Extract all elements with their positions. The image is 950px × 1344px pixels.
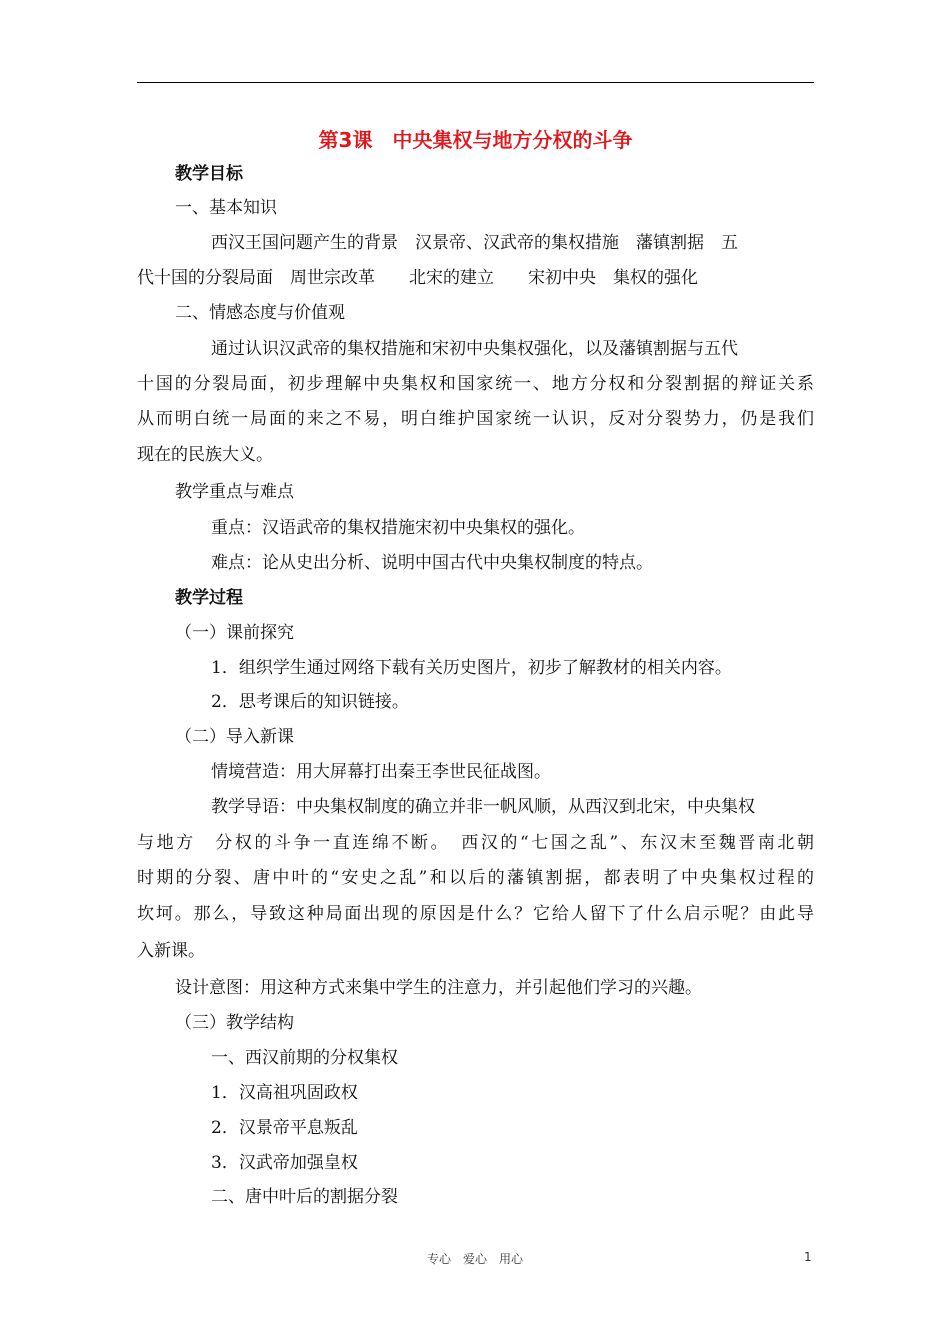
list-item: 2．思考课后的知识链接。 bbox=[211, 692, 409, 712]
subsection-pre-class: （一）课前探究 bbox=[175, 623, 294, 643]
list-item: 2．汉景帝平息叛乱 bbox=[211, 1118, 358, 1138]
paragraph-line: 教学导语：中央集权制度的确立并非一帆风顺，从西汉到北宋，中央集权 bbox=[211, 797, 755, 817]
difficult-point: 难点：论从史出分析、说明中国古代中央集权制度的特点。 bbox=[211, 553, 653, 573]
paragraph-line: 设计意图：用这种方式来集中学生的注意力，并引起他们学习的兴趣。 bbox=[175, 978, 702, 998]
paragraph-line: 通过认识汉武帝的集权措施和宋初中央集权强化，以及藩镇割据与五代 bbox=[211, 339, 738, 359]
paragraph-line: 十国的分裂局面，初步理解中央集权和国家统一、地方分权和分裂割据的辩证关系 bbox=[137, 374, 814, 394]
page-title: 第3课 中央集权与地方分权的斗争 bbox=[318, 128, 633, 152]
list-item: 3．汉武帝加强皇权 bbox=[211, 1153, 358, 1173]
subsection-intro: （二）导入新课 bbox=[175, 727, 294, 747]
list-item: 1．组织学生通过网络下载有关历史图片，初步了解教材的相关内容。 bbox=[211, 658, 732, 678]
heading-teaching-goals: 教学目标 bbox=[175, 164, 243, 184]
paragraph-line: 与地方 分权的斗争一直连绵不断。 西汉的“七国之乱”、东汉末至魏晋南北朝 bbox=[137, 833, 814, 853]
footer-motto: 专心 爱心 用心 bbox=[426, 1252, 523, 1266]
list-item: 一、西汉前期的分权集权 bbox=[211, 1048, 398, 1068]
heading-teaching-process: 教学过程 bbox=[175, 588, 243, 608]
subsection-structure: （三）教学结构 bbox=[175, 1013, 294, 1033]
paragraph-line: 西汉王国问题产生的背景 汉景帝、汉武帝的集权措施 藩镇割据 五 bbox=[211, 233, 738, 253]
paragraph-line: 时期的分裂、唐中叶的“安史之乱”和以后的藩镇割据，都表明了中央集权过程的 bbox=[137, 868, 814, 888]
list-item: 二、唐中叶后的割据分裂 bbox=[211, 1187, 398, 1207]
paragraph-line: 坎坷。那么，导致这种局面出现的原因是什么？它给人留下了什么启示呢？由此导 bbox=[137, 904, 814, 924]
page-number: 1 bbox=[804, 1250, 812, 1264]
list-item: 1．汉高祖巩固政权 bbox=[211, 1083, 358, 1103]
paragraph-line: 现在的民族大义。 bbox=[137, 445, 273, 465]
section-values: 二、情感态度与价值观 bbox=[175, 303, 345, 323]
header-rule bbox=[137, 82, 814, 83]
paragraph-line: 代十国的分裂局面 周世宗改革 北宋的建立 宋初中央 集权的强化 bbox=[137, 268, 698, 288]
section-basic-knowledge: 一、基本知识 bbox=[175, 198, 277, 218]
heading-key-points: 教学重点与难点 bbox=[175, 482, 294, 502]
paragraph-line: 从而明白统一局面的来之不易，明白维护国家统一认识，反对分裂势力，仍是我们 bbox=[137, 409, 814, 429]
paragraph-line: 入新课。 bbox=[137, 941, 205, 961]
paragraph-line: 情境营造：用大屏幕打出秦王李世民征战图。 bbox=[211, 762, 551, 782]
key-point: 重点：汉语武帝的集权措施宋初中央集权的强化。 bbox=[211, 518, 585, 538]
